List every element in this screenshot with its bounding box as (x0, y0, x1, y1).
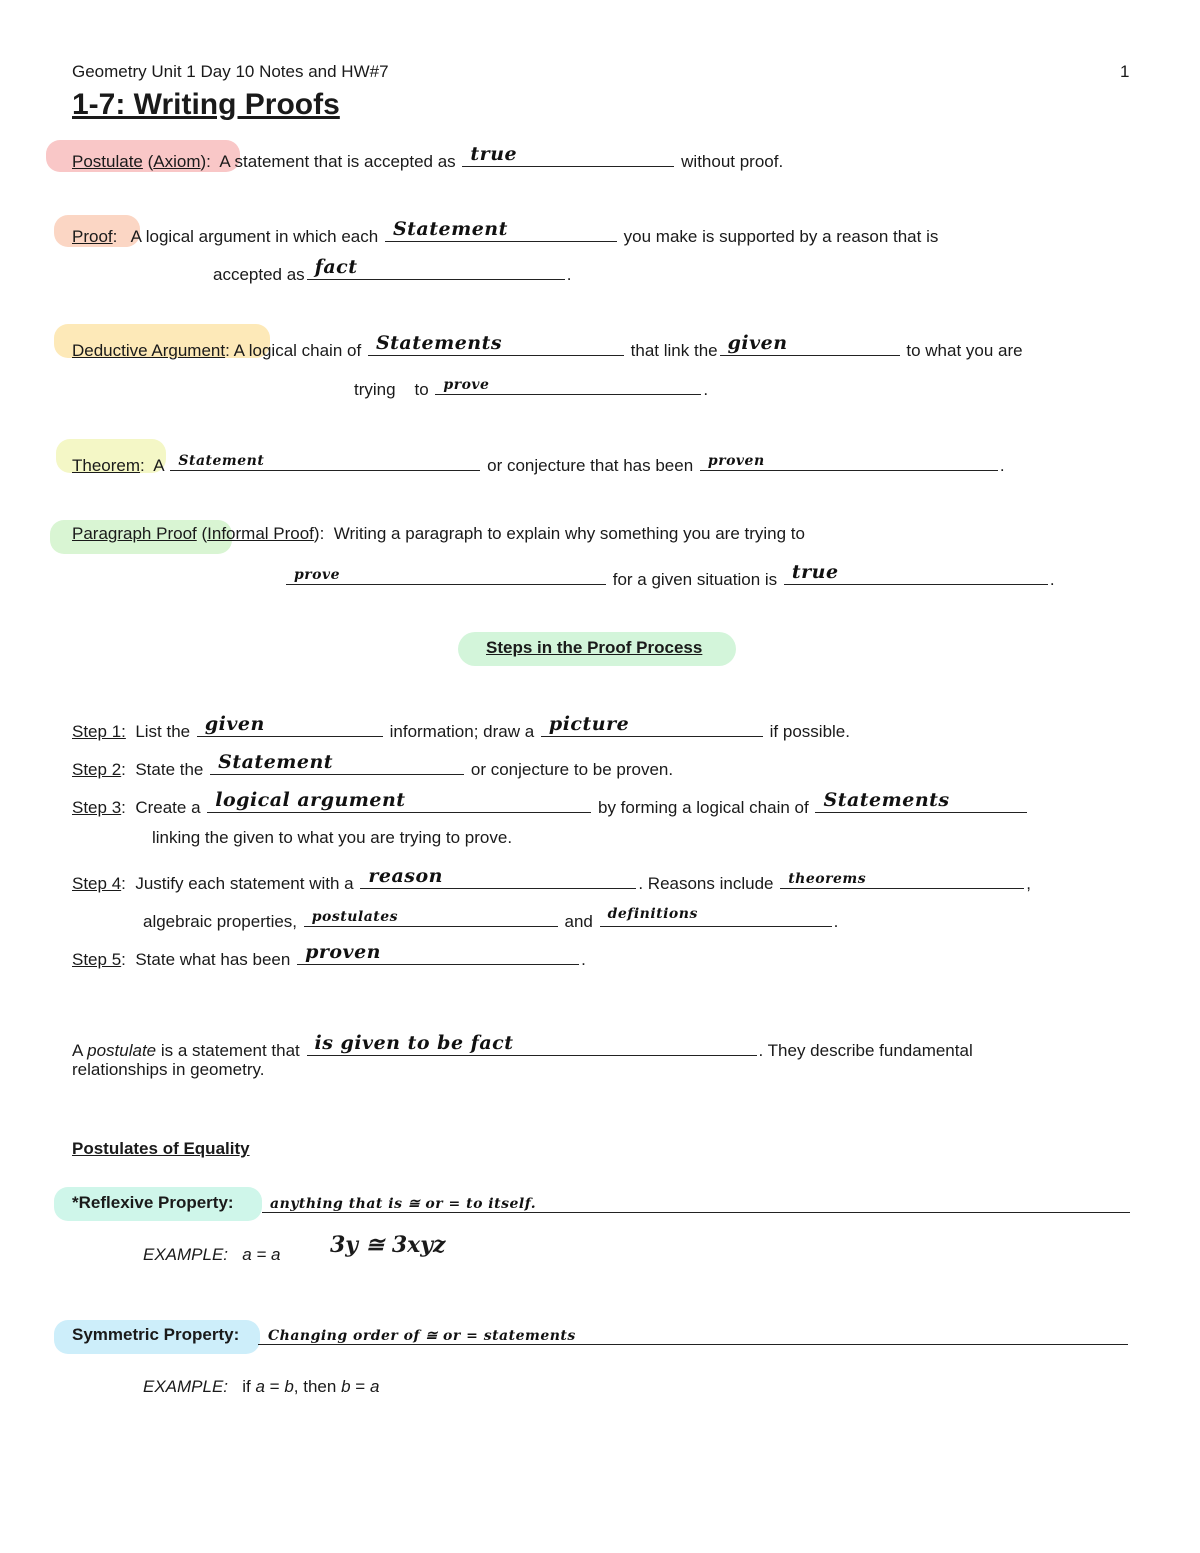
symmetric-term: Symmetric Property: (72, 1325, 240, 1344)
symmetric-ex-b: b (284, 1377, 294, 1396)
equality-heading: Postulates of Equality (72, 1139, 250, 1158)
postulate-def-term: postulate (87, 1041, 157, 1060)
reflexive-example (143, 1245, 281, 1265)
step-2-blank[interactable] (210, 752, 464, 775)
postulate-line: Postulate (Axiom): A statement that is accepted as true without proof. (72, 143, 784, 171)
step-5-answer: proven (305, 941, 381, 963)
paragraph-line-1: Paragraph Proof (Informal Proof): Writing a paragraph to explain why something you are trying to (72, 524, 805, 543)
postulate-answer: true (470, 143, 518, 165)
paragraph-blank-2[interactable] (784, 562, 1048, 585)
theorem-line: Theorem: A Statement or conjecture that has been proven . (72, 448, 1005, 476)
symmetric-ex-a: a (255, 1377, 265, 1396)
postulate-term: Postulate (72, 152, 143, 171)
theorem-blank-1[interactable] (170, 448, 480, 471)
deductive-answer-3: prove (443, 377, 490, 393)
deductive-line-2: trying to prove . (354, 372, 708, 400)
paragraph-blank-1[interactable] (286, 562, 606, 585)
postulate-definition-line-1 (72, 1033, 973, 1061)
symmetric-ex-a2: a (369, 1377, 380, 1396)
step-4-line-2: algebraic properties, postulates and definitions . (143, 906, 839, 931)
theorem-blank-2[interactable] (700, 448, 998, 471)
step-1-blank-2[interactable] (541, 714, 763, 737)
proof-blank-2[interactable] (307, 257, 565, 280)
step-4-blank-1[interactable] (360, 866, 636, 889)
step-3-blank-1[interactable] (207, 790, 591, 813)
step-4-text-4: and (564, 912, 593, 931)
step-4-answer-4: definitions (607, 906, 698, 922)
paragraph-text: Writing a paragraph to explain why something you are trying to (333, 524, 805, 543)
step-1-text-2: information; draw a (389, 722, 535, 741)
postulate-definition-line-2: relationships in geometry. (72, 1060, 265, 1079)
postulate-blank[interactable] (462, 144, 674, 167)
deductive-text: A logical chain of (233, 341, 362, 360)
proof-text-2: you make is supported by a reason that is (623, 227, 939, 246)
postulate-text-end: without proof. (681, 152, 784, 171)
proof-answer-2: fact (314, 256, 358, 278)
step-1-text-3: if possible. (769, 722, 850, 741)
deductive-blank-2[interactable] (720, 333, 900, 356)
step-4-blank-3[interactable] (304, 904, 558, 927)
step-3-line-2: linking the given to what you are trying to prove. (152, 828, 513, 847)
postulate-def-answer: is given to be fact (314, 1032, 514, 1054)
step-1-text: List the (135, 722, 191, 741)
reflexive-example-text: a = a (242, 1245, 281, 1264)
step-4-answer-3: postulates (311, 909, 399, 925)
postulate-def-text-3: . They describe fundamental (758, 1041, 973, 1060)
symmetric-ex-b2: b (341, 1377, 351, 1396)
step-3-answer-2: Statements (823, 789, 950, 811)
step-4-answer-1: reason (368, 865, 443, 887)
reflexive-example-label: EXAMPLE: (143, 1245, 229, 1264)
deductive-text-5: to (414, 380, 429, 399)
step-2: Step 2: State the Statement or conjecture to be proven. (72, 751, 674, 779)
step-4-blank-2[interactable] (780, 866, 1024, 889)
proof-line-2: accepted as fact . (213, 256, 572, 284)
step-4-answer-2: theorems (788, 871, 867, 887)
step-1-label: Step 1: (72, 722, 126, 741)
page-number: 1 (1120, 62, 1130, 81)
step-4: Step 4: Justify each statement with a reason . Reasons include theorems , (72, 865, 1031, 893)
symmetric-ex-eq: = (269, 1377, 280, 1396)
step-5-text: State what has been (135, 950, 291, 969)
step-3: Step 3: Create a logical argument by forming a logical chain of Statements (72, 790, 1029, 818)
step-1-answer-2: picture (548, 713, 630, 735)
step-2-text: State the (135, 760, 204, 779)
theorem-text-2: or conjecture that has been (487, 456, 694, 475)
step-2-answer: Statement (218, 751, 334, 773)
deductive-line-1: Deductive Argument: A logical chain of Statements that link the given to what you are (72, 332, 1023, 360)
step-5-blank[interactable] (297, 942, 579, 965)
reflexive-blank[interactable] (262, 1212, 1130, 1213)
step-2-label: Step 2 (72, 760, 122, 779)
step-1 (72, 714, 850, 742)
reflexive-term-line (72, 1193, 234, 1213)
paragraph-answer-2: true (791, 561, 839, 583)
step-4-text-2: . Reasons include (638, 874, 774, 893)
proof-line-1: Proof: A logical argument in which each Statement you make is supported by a reason that is (72, 218, 939, 246)
paragraph-answer-1: prove (294, 567, 341, 583)
symmetric-ex-then: , then (293, 1377, 337, 1396)
deductive-answer-2: given (727, 332, 788, 354)
postulate-def-blank[interactable] (307, 1033, 757, 1056)
deductive-text-3: to what you are (906, 341, 1023, 360)
step-4-text-3: algebraic properties, (143, 912, 298, 931)
step-3-label: Step 3 (72, 798, 122, 817)
informal-term: Informal Proof (207, 524, 314, 543)
step-1-blank-1[interactable] (197, 714, 383, 737)
page-title: 1-7: Writing Proofs (72, 88, 340, 121)
paragraph-line-2: prove for a given situation is true . (284, 562, 1055, 590)
theorem-text: A (153, 456, 164, 475)
step-3-blank-2[interactable] (815, 790, 1027, 813)
deductive-term: Deductive Argument (72, 341, 226, 360)
theorem-answer-1: Statement (178, 453, 265, 469)
step-4-label: Step 4 (72, 874, 122, 893)
step-3-text: Create a (135, 798, 201, 817)
deductive-answer-1: Statements (375, 332, 503, 354)
step-3-answer-1: logical argument (215, 789, 406, 811)
deductive-text-4: trying (354, 380, 396, 399)
reflexive-answer: anything that is ≅ or = to itself. (270, 1196, 537, 1212)
step-5-label: Step 5 (72, 950, 122, 969)
proof-blank-1[interactable] (385, 219, 617, 242)
paragraph-term: Paragraph Proof (72, 524, 197, 543)
symmetric-ex-if: if (242, 1377, 251, 1396)
deductive-text-2: that link the (630, 341, 718, 360)
step-3-text-2: by forming a logical chain of (598, 798, 809, 817)
symmetric-blank[interactable] (258, 1344, 1128, 1345)
proof-text-3: accepted as (213, 265, 305, 284)
step-1-answer-1: given (204, 713, 265, 735)
symmetric-example (143, 1377, 379, 1397)
postulate-text: A statement that is accepted as (219, 152, 456, 171)
theorem-term: Theorem (72, 456, 141, 475)
paragraph-text-2: for a given situation is (612, 570, 778, 589)
deductive-blank-1[interactable] (368, 333, 624, 356)
symmetric-answer: Changing order of ≅ or = statements (268, 1328, 576, 1344)
document-header: Geometry Unit 1 Day 10 Notes and HW#7 (72, 62, 389, 81)
symmetric-example-label: EXAMPLE: (143, 1377, 229, 1396)
reflexive-example-handwritten: 3y ≅ 3xyz (330, 1232, 446, 1258)
proof-answer-1: Statement (392, 218, 508, 240)
star-icon: * (72, 1193, 79, 1212)
step-5: Step 5: State what has been proven . (72, 941, 586, 969)
steps-heading: Steps in the Proof Process (486, 638, 703, 657)
proof-text: A logical argument in which each (130, 227, 379, 246)
postulate-def-text-2: is a statement that (160, 1041, 300, 1060)
step-4-text: Justify each statement with a (135, 874, 354, 893)
deductive-blank-3[interactable] (435, 372, 701, 395)
postulate-def-text: A (72, 1041, 83, 1060)
theorem-answer-2: proven (707, 453, 765, 469)
reflexive-term: Reflexive Property: (78, 1193, 234, 1212)
step-2-text-2: or conjecture to be proven. (470, 760, 674, 779)
proof-term: Proof (72, 227, 113, 246)
axiom-term: Axiom (153, 152, 201, 171)
symmetric-ex-eq2: = (355, 1377, 366, 1396)
step-4-blank-4[interactable] (600, 904, 832, 927)
